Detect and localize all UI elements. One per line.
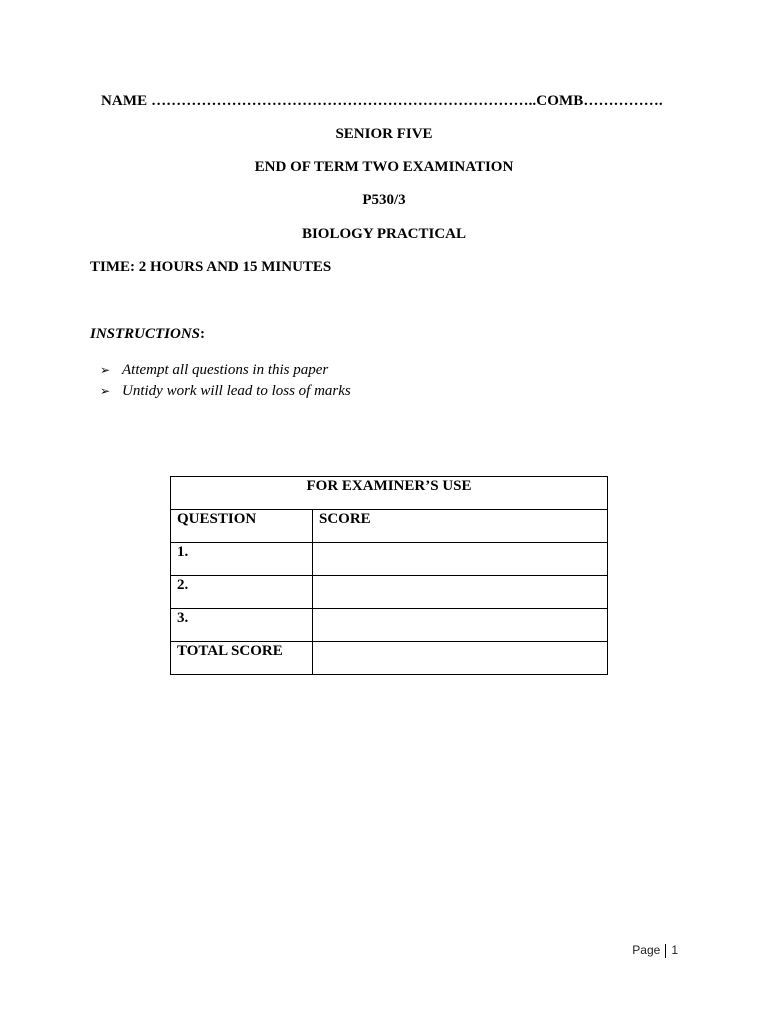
arrow-bullet-icon: ➢	[100, 363, 111, 377]
score-cell[interactable]	[313, 576, 608, 609]
instructions-heading	[90, 326, 205, 343]
list-item	[100, 360, 351, 381]
exam-heading: END OF TERM TWO EXAMINATION	[254, 159, 514, 175]
paper-code: P530/3	[362, 192, 406, 208]
instruction-text: Untidy work will lead to loss of marks	[122, 383, 351, 399]
footer-divider	[665, 944, 666, 958]
instructions-list	[100, 360, 351, 402]
table-header-row	[171, 510, 608, 543]
question-cell: 2.	[171, 576, 313, 609]
table-row	[171, 576, 608, 609]
score-cell[interactable]	[313, 609, 608, 642]
table-title-row	[171, 477, 608, 510]
page-label: Page	[632, 943, 661, 957]
question-cell: TOTAL SCORE	[171, 642, 313, 675]
column-header-question: QUESTION	[171, 510, 313, 543]
examiner-use-table	[170, 476, 608, 675]
class-heading: SENIOR FIVE	[335, 126, 433, 142]
column-header-score: SCORE	[313, 510, 608, 543]
instructions-colon: :	[200, 326, 206, 342]
table-row	[171, 642, 608, 675]
score-cell[interactable]	[313, 543, 608, 576]
question-cell: 3.	[171, 609, 313, 642]
table-title: FOR EXAMINER’S USE	[171, 477, 608, 510]
table-row	[171, 543, 608, 576]
table-row	[171, 609, 608, 642]
list-item	[100, 381, 351, 402]
subject-heading: BIOLOGY PRACTICAL	[301, 226, 467, 242]
score-cell[interactable]	[313, 642, 608, 675]
instruction-text: Attempt all questions in this paper	[122, 362, 329, 378]
page-footer	[632, 943, 678, 958]
page-number: 1	[671, 943, 678, 957]
instructions-title: INSTRUCTIONS	[90, 326, 201, 342]
name-comb-line: NAME …………………………………………………………………..COMB…………….	[101, 93, 663, 109]
question-cell: 1.	[171, 543, 313, 576]
time-allowed: TIME: 2 HOURS AND 15 MINUTES	[90, 259, 332, 275]
arrow-bullet-icon: ➢	[100, 384, 111, 398]
